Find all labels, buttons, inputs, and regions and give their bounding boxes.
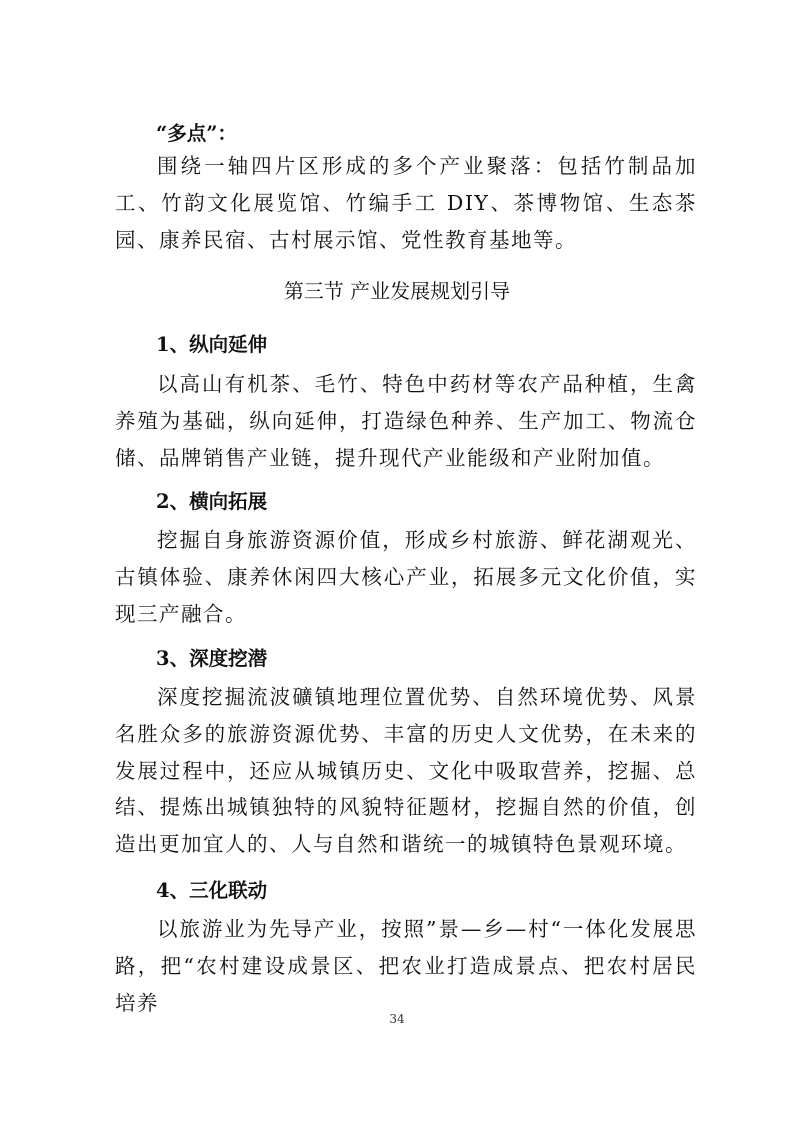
paragraph-three-linkage: 以旅游业为先导产业，按照”景—乡—村“一体化发展思路，把“农村建设成景区、把农业打造成景点、把农村居民培养 — [115, 917, 697, 1015]
paragraph-deep-potential: 深度挖掘流波礦镇地理位置优势、自然环境优势、风景名胜众多的旅游资源优势、丰富的历史人文优势，在未来的发展过程中，还应从城镇历史、文化中吸取营养，挖掘、总结、提炼出城镇独特的风貌特征题材，挖掘自然的价值，创造出更加宜人的、人与自然和谐统一的城镇特色景观环境。 — [115, 685, 697, 857]
heading-deep-potential: 3、深度挖潜 — [156, 647, 268, 670]
page-number: 34 — [389, 1012, 405, 1026]
section-title: 第三节 产业发展规划引导 — [283, 279, 511, 303]
heading-vertical-extension: 1、纵向延伸 — [156, 333, 268, 356]
heading-multi-point: “多点”： — [156, 122, 237, 145]
heading-three-linkage: 4、三化联动 — [156, 879, 268, 902]
heading-horizontal-expansion: 2、横向拓展 — [156, 490, 268, 513]
paragraph-horizontal-expansion: 挖掘自身旅游资源价值，形成乡村旅游、鲜花湖观光、古镇体验、康养休闲四大核心产业，拓展多元文化价值，实现三产融合。 — [115, 528, 697, 626]
paragraph-vertical-extension: 以高山有机茶、毛竹、特色中药材等农产品种植，生禽养殖为基础，纵向延伸，打造绿色种养、生产加工、物流仓储、品牌销售产业链，提升现代产业能级和产业附加值。 — [115, 372, 697, 470]
paragraph-multi-point: 围绕一轴四片区形成的多个产业聚落：包括竹制品加工、竹韵文化展览馆、竹编手工 DIY、茶博物馆、生态茶园、康养民宿、古村展示馆、党性教育基地等。 — [115, 154, 697, 252]
